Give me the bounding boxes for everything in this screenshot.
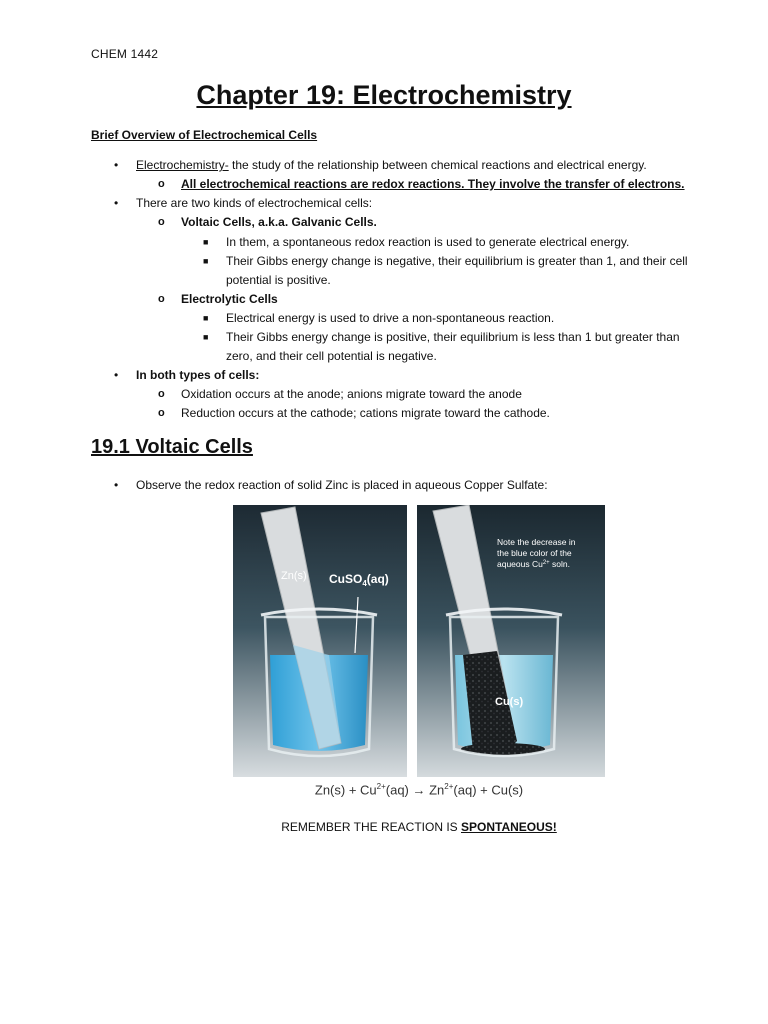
note-line-3: aqueous $Cu^{2+}$ soln. xyxy=(497,559,571,569)
bullet-icon: • xyxy=(114,478,119,492)
beaker-before-panel xyxy=(233,505,407,777)
oxidation-text: Oxidation occurs at the anode; anions migrate toward the anode xyxy=(181,387,522,401)
voltaic-point-2-line-2: potential is positive. xyxy=(226,273,331,287)
note-line-2: the blue color of the xyxy=(497,548,572,558)
electrolytic-point-1: Electrical energy is used to drive a non-spontaneous reaction. xyxy=(226,311,555,325)
electrochemistry-term: Electrochemistry- xyxy=(136,158,229,172)
page-title: Chapter 19: Electrochemistry xyxy=(196,80,572,110)
observe-text: Observe the redox reaction of solid Zinc is placed in aqueous Copper Sulfate: xyxy=(136,478,548,492)
bullet-icon: • xyxy=(114,158,119,172)
square-bullet-icon: ■ xyxy=(203,332,209,342)
sub-bullet-icon: o xyxy=(158,216,165,228)
spontaneous-emphasis: SPONTANEOUS! xyxy=(461,820,557,834)
square-bullet-icon: ■ xyxy=(203,237,209,247)
sub-bullet-icon: o xyxy=(158,388,165,400)
square-bullet-icon: ■ xyxy=(203,256,209,266)
beaker-after-panel xyxy=(417,505,605,777)
both-types-text: In both types of cells: xyxy=(136,368,260,382)
electrolytic-point-2-line-1: Their Gibbs energy change is positive, their equilibrium is less than 1 but greater than xyxy=(226,330,680,344)
electrochemistry-def-text: the study of the relationship between chemical reactions and electrical energy. xyxy=(228,158,647,172)
redox-note: All electrochemical reactions are redox reactions. They involve the transfer of electrons. xyxy=(181,177,685,191)
bullet-icon: • xyxy=(114,368,119,382)
section-heading-voltaic-cells: 19.1 Voltaic Cells xyxy=(91,436,253,458)
sub-bullet-icon: o xyxy=(158,407,165,419)
remember-prefix: REMEMBER THE REACTION IS xyxy=(281,820,461,834)
sub-bullet-icon: o xyxy=(158,293,165,305)
square-bullet-icon: ■ xyxy=(203,313,209,323)
sub-bullet-icon: o xyxy=(158,178,165,190)
voltaic-point-1: In them, a spontaneous redox reaction is used to generate electrical energy. xyxy=(226,235,630,249)
electrolytic-point-2-line-2: zero, and their cell potential is negative. xyxy=(226,349,437,363)
electrochemistry-definition xyxy=(136,156,647,174)
voltaic-point-2-line-1: Their Gibbs energy change is negative, their equilibrium is greater than 1, and their cell xyxy=(226,254,688,268)
overview-heading: Brief Overview of Electrochemical Cells xyxy=(91,128,318,142)
label-cuso4: CuSO$_4$(aq) xyxy=(329,572,389,588)
reduction-text: Reduction occurs at the cathode; cations migrate toward the cathode. xyxy=(181,406,550,420)
electrolytic-title: Electrolytic Cells xyxy=(181,292,278,306)
label-zn: Zn(s) xyxy=(281,570,307,582)
voltaic-title: Voltaic Cells, a.k.a. Galvanic Cells. xyxy=(181,215,377,229)
zinc-copper-sulfate-figure xyxy=(233,505,605,777)
remember-note xyxy=(0,820,768,834)
label-cu: Cu(s) xyxy=(495,696,524,708)
note-line-1: Note the decrease in xyxy=(497,537,576,547)
bullet-icon: • xyxy=(114,196,119,210)
two-kinds-text: There are two kinds of electrochemical cells: xyxy=(136,196,373,210)
reaction-equation: $Zn(s) + Cu^{2+}(aq) \to Zn^{2+}(aq) + Cu(s)$ xyxy=(314,782,524,798)
course-code: CHEM 1442 xyxy=(91,47,159,61)
